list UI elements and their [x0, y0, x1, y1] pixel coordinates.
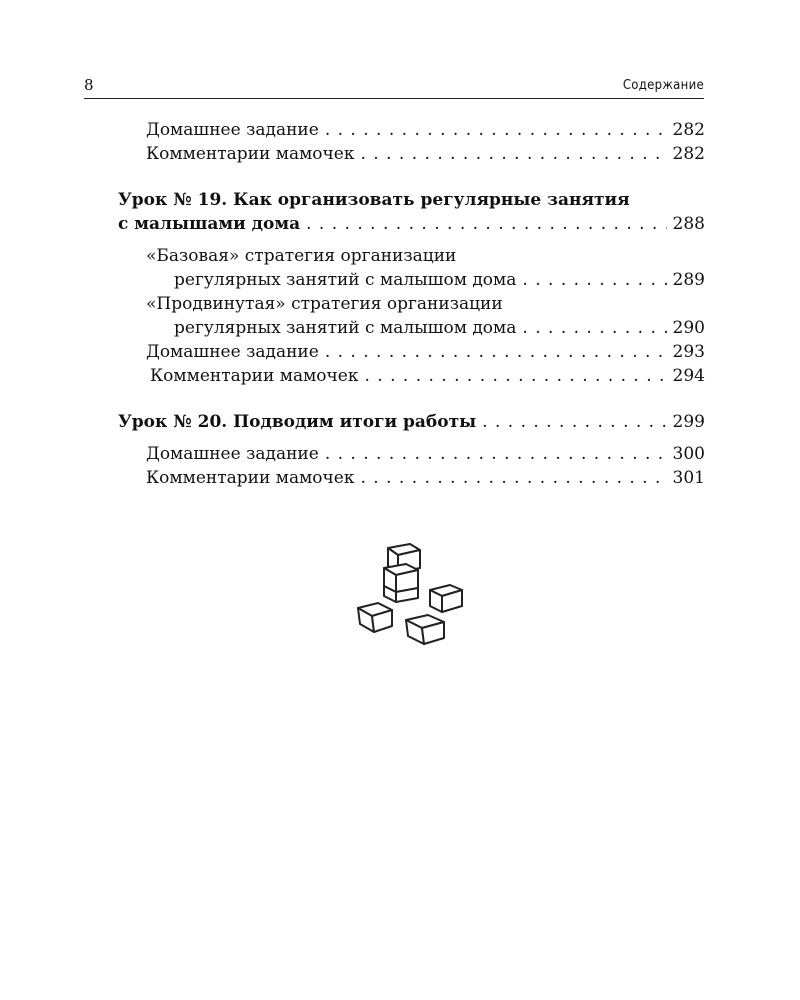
dot-leader: [325, 442, 667, 466]
running-header: [84, 76, 704, 99]
toc-entry-page: 300: [672, 444, 705, 464]
toc-entry[interactable]: [118, 118, 705, 142]
lesson-19-entry[interactable]: [118, 212, 705, 236]
toc-entry-page: 299: [672, 412, 705, 432]
blocks-icon: [350, 540, 470, 650]
toc-entry[interactable]: [118, 142, 705, 166]
toc-entry-page: 282: [672, 144, 705, 164]
toc-entry-page: 289: [672, 270, 705, 290]
toc-entry-page: 282: [672, 120, 705, 140]
toc-entry-title: Домашнее задание: [146, 444, 319, 464]
toc-entry[interactable]: [118, 442, 705, 466]
toc-entry-line1[interactable]: «Продвинутая» стратегия организации: [146, 294, 503, 314]
dot-leader: [306, 212, 666, 236]
section-title: Содержание: [622, 78, 704, 93]
dot-leader: [325, 340, 667, 364]
toc-entry-page: 288: [672, 214, 705, 234]
lesson-20-entry[interactable]: [118, 410, 705, 434]
toc-entry-title: регулярных занятий с малышом дома: [174, 318, 517, 338]
toc-entry[interactable]: [118, 316, 705, 340]
page-number: 8: [84, 76, 94, 94]
toc-entry-line1[interactable]: «Базовая» стратегия организации: [146, 246, 457, 266]
toc-entry-title: Домашнее задание: [146, 342, 319, 362]
dot-leader: [364, 364, 666, 388]
toc-entry-title: регулярных занятий с малышом дома: [174, 270, 517, 290]
toc-entry-title: Комментарии мамочек: [146, 144, 355, 164]
toc-entry-page: 293: [672, 342, 705, 362]
dot-leader: [482, 410, 666, 434]
toc-entry-page: 294: [672, 366, 705, 386]
dot-leader: [522, 268, 666, 292]
toc-entry[interactable]: [118, 466, 705, 490]
toc-entry-title: Комментарии мамочек: [146, 468, 355, 488]
lesson-19-title-line1[interactable]: Урок № 19. Как организовать регулярные занятия: [118, 190, 630, 210]
toc-entry-page: 290: [672, 318, 705, 338]
toc-entry[interactable]: [118, 364, 705, 388]
dot-leader: [325, 118, 667, 142]
toc-entry-page: 301: [672, 468, 705, 488]
lesson-19-title-line2: с малышами дома: [118, 214, 301, 234]
toc-entry[interactable]: [118, 268, 705, 292]
toc-entry-title: Домашнее задание: [146, 120, 319, 140]
lesson-20-title: Урок № 20. Подводим итоги работы: [118, 412, 477, 432]
table-of-contents: [118, 118, 705, 490]
toc-entry-title: Комментарии мамочек: [150, 366, 359, 386]
toc-entry[interactable]: [118, 340, 705, 364]
dot-leader: [522, 316, 666, 340]
dot-leader: [360, 466, 666, 490]
dot-leader: [360, 142, 666, 166]
